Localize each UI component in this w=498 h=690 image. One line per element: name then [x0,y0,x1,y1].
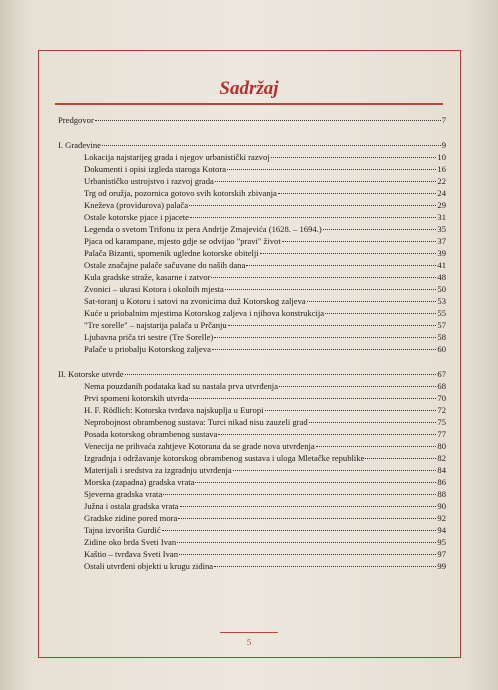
toc-entry [58,115,446,126]
dot-leader [309,422,437,423]
toc-entry-page: 97 [437,549,446,559]
toc-entry-page: 50 [437,284,446,294]
toc-entry [58,441,446,452]
dot-leader [225,289,437,290]
toc-entry [58,296,446,307]
toc-entry-title: Ljubavna priča tri sestre (Tre Sorelle) [84,332,214,342]
toc-entry [58,513,446,524]
toc-entry-page: 80 [437,441,446,451]
toc-entry-page: 95 [437,537,446,547]
toc-entry [58,320,446,331]
dot-leader [95,120,441,121]
toc-entry [58,501,446,512]
title-divider [55,103,443,105]
toc-entry [58,248,446,259]
toc-entry-title: Palača Bizanti, spomenik ugledne kotorske obitelji [84,248,259,258]
dot-leader [189,398,436,399]
dot-leader [260,253,437,254]
toc-entry-title: Kaštio – tvrđava Sveti Ivan [84,549,179,559]
toc-entry-page: 9 [441,140,446,150]
toc-entry-page: 7 [441,115,446,125]
toc-entry [58,561,446,572]
toc-entry [58,200,446,211]
dot-leader [316,446,437,447]
dot-leader [246,265,436,266]
toc-entry-page: 82 [437,453,446,463]
toc-entry-title: Zvonici – ukrasi Kotora i okolnih mjesta [84,284,224,294]
toc-entry [58,212,446,223]
toc-entry-title: Lokacija najstarijeg grada i njegov urbanistički razvoj [84,152,270,162]
dot-leader [190,217,436,218]
toc-entry-title: Sat-toranj u Kotoru i satovi na zvonicima duž Kotorskog zaljeva [84,296,306,306]
toc-entry-page: 88 [437,489,446,499]
toc-entry-page: 67 [437,369,446,379]
page-number: 5 [246,637,252,647]
toc-entry-title: Kuće u priobalnim mjestima Kotorskog zaljeva i njihova konstrukcija [84,308,325,318]
toc-entry-page: 94 [437,525,446,535]
page-title: Sadržaj [219,78,279,99]
dot-leader [189,205,436,206]
toc-entry-page: 60 [437,344,446,354]
dot-leader [227,169,436,170]
toc-entry-page: 55 [437,308,446,318]
toc-entry [58,176,446,187]
toc-entry-page: 24 [437,188,446,198]
toc-entry-title: Predgovor [58,115,94,125]
toc-entry-title: I. Građevine [58,140,101,150]
toc-entry-title: Sjeverna gradska vrata [84,489,163,499]
toc-entry-page: 29 [437,200,446,210]
toc-entry-title: Tajna izvorišta Gurdić [84,525,161,535]
toc-entry-page: 58 [437,332,446,342]
toc-entry-title: Materijali i sredstva za izgradnju utvrđenja [84,465,232,475]
toc-entry-title: Izgradnja i održavanje kotorskog obrambenog sustava i uloga Mletačke republike [84,453,365,463]
toc-entry-page: 48 [437,272,446,282]
toc-entry [58,152,446,163]
toc-entry-page: 92 [437,513,446,523]
toc-entry-page: 41 [437,260,446,270]
toc-entry [58,429,446,440]
toc-entry [58,549,446,560]
dot-leader [212,349,436,350]
toc-entry-title: Neprobojnost obrambenog sustava: Turci nikad nisu zauzeli grad [84,417,308,427]
toc-entry [58,369,446,380]
toc-entry-page: 10 [437,152,446,162]
toc-entry [58,525,446,536]
toc-entry-title: Pjaca od karampane, mjesto gdje se odvijao "pravi" život [84,236,281,246]
toc-entry-title: Ostali utvrđeni objekti u krugu zidina [84,561,214,571]
toc-entry [58,465,446,476]
dot-leader [180,506,437,507]
toc-entry-page: 22 [437,176,446,186]
dot-leader [307,301,437,302]
toc-entry [58,164,446,175]
toc-entry [58,477,446,488]
toc-entry-title: Nema pouzdanih podataka kad su nastala prva utvrđenja [84,381,279,391]
dot-leader [323,229,437,230]
dot-leader [211,277,436,278]
toc-entry-page: 90 [437,501,446,511]
dot-leader [325,313,436,314]
toc-entry-title: Kneževa (providurova) palača [84,200,189,210]
toc-entry-title: H. F. Rödlich: Kotorska tvrđava najskuplja u Europi [84,405,264,415]
dot-leader [162,530,437,531]
toc-entry-title: Kula gradske straže, kasarne i zatvor [84,272,211,282]
toc-entry-title: Ostale značajne palače sačuvane do naših dana [84,260,246,270]
dot-leader [228,325,437,326]
toc-entry-page: 35 [437,224,446,234]
dot-leader [214,566,436,567]
toc-entry-title: Posada kotorskog obrambenog sustava [84,429,218,439]
dot-leader [214,337,436,338]
dot-leader [279,386,436,387]
toc-entry [58,393,446,404]
dot-leader [265,410,437,411]
toc-entry [58,308,446,319]
dot-leader [178,518,436,519]
toc-entry-page: 72 [437,405,446,415]
dot-leader [278,193,437,194]
dot-leader [215,181,437,182]
toc-entry-title: Dokumenti i opisi izgleda staroga Kotora [84,164,227,174]
toc-entry-title: Zidine oko brda Sveti Ivan [84,537,177,547]
toc-entry-page: 57 [437,320,446,330]
dot-leader [218,434,436,435]
dot-leader [365,458,436,459]
dot-leader [271,157,437,158]
toc-entry-page: 99 [437,561,446,571]
dot-leader [282,241,437,242]
toc-entry [58,332,446,343]
dot-leader [125,374,437,375]
toc-entry-page: 84 [437,465,446,475]
dot-leader [233,470,437,471]
toc-entry-title: Ostale kotorske pjace i pjacete [84,212,189,222]
toc-entry [58,188,446,199]
toc-entry-title: Legenda o svetom Trifonu iz pera Andrije Zmajevića (1628. – 1694.) [84,224,322,234]
toc-entry-page: 77 [437,429,446,439]
toc-entry-page: 75 [437,417,446,427]
toc-entry-page: 39 [437,248,446,258]
toc-entry [58,236,446,247]
toc-entry [58,489,446,500]
toc-entry-title: Trg od oružja, pozornica gotovo svih kotorskih zbivanja [84,188,277,198]
toc-entry [58,537,446,548]
dot-leader [179,554,436,555]
toc-entry [58,140,446,151]
toc-entry [58,224,446,235]
toc-entry-page: 16 [437,164,446,174]
toc-entry [58,344,446,355]
toc-entry [58,284,446,295]
toc-entry [58,453,446,464]
dot-leader [102,145,441,146]
dot-leader [195,482,436,483]
toc-entry [58,260,446,271]
toc-entry-title: Južna i ostala gradska vrata [84,501,179,511]
toc-entry-title: Palače u priobalju Kotorskog zaljeva [84,344,211,354]
toc-entry-title: Gradske zidine pored mora [84,513,178,523]
toc-entry-page: 86 [437,477,446,487]
toc-entry-title: Venecija ne prihvaća zahtjeve Kotorana da se grade nova utvrđenja [84,441,315,451]
toc-entry-page: 53 [437,296,446,306]
dot-leader [163,494,436,495]
toc-entry-page: 31 [437,212,446,222]
toc-entry [58,405,446,416]
toc-entry-page: 68 [437,381,446,391]
dot-leader [177,542,436,543]
toc-entry-title: "Tre sorelle" – najstarija palača u Prčanju [84,320,227,330]
toc-entry [58,381,446,392]
toc-entry-title: Prvi spomeni kotorskih utvrda [84,393,189,403]
toc-entry-page: 70 [437,393,446,403]
toc-entry-title: Urbanističko ustrojstvo i razvoj grada [84,176,214,186]
toc-entry-title: II. Kotorske utvrde [58,369,124,379]
toc-entry [58,272,446,283]
footer-divider [220,632,278,633]
toc-entry-title: Morska (zapadna) gradska vrata [84,477,195,487]
toc-entry [58,417,446,428]
toc-entry-page: 37 [437,236,446,246]
